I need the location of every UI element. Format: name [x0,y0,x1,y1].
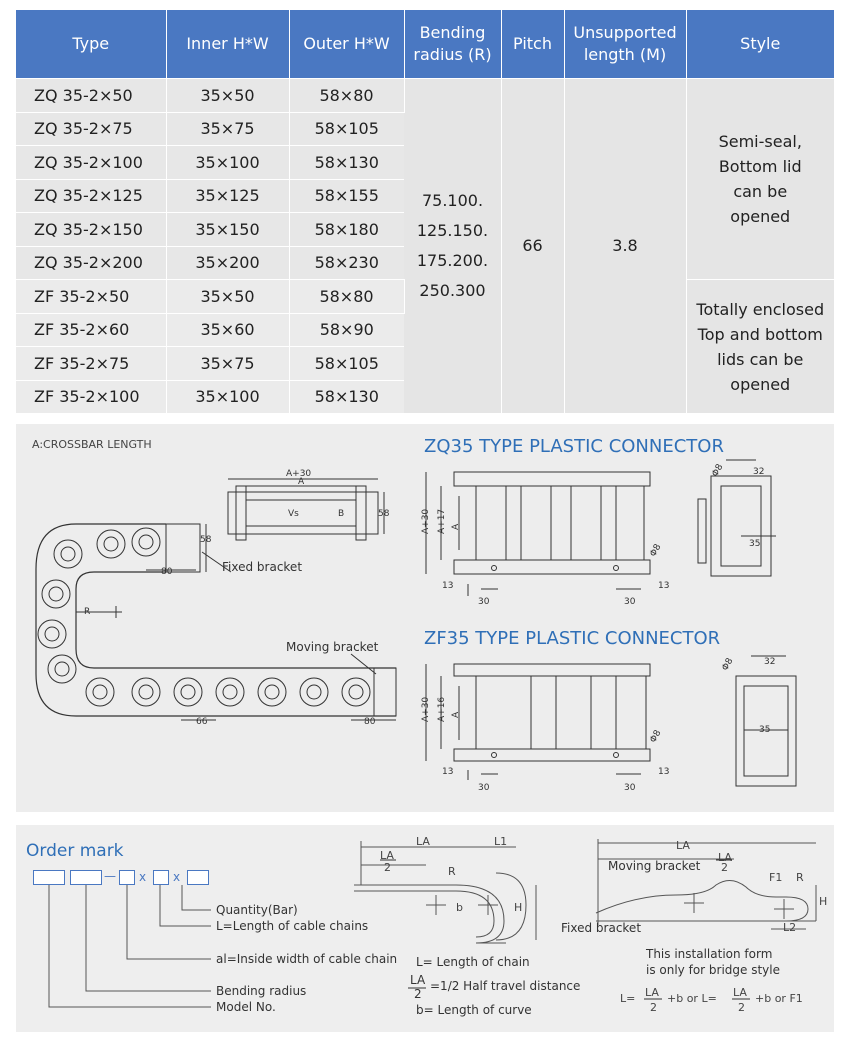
zq-dim-a17: A+17 [437,508,447,534]
d2-note-line2: is only for bridge style [646,963,781,977]
dim-vs: Vs [288,509,299,519]
zq-dim-phi8: Φ8 [648,542,664,559]
zf-connector-drawing [426,656,796,786]
header-unsupported-length: Unsupported length (M) [564,10,686,79]
d1-legend-la-den: 2 [414,987,422,1001]
legend-length: L=Length of cable chains [216,919,369,933]
zf-dim-a: A [451,711,461,718]
order-dash: — [104,869,116,883]
order-box-bending [70,870,102,885]
cell-outer: 58×230 [289,246,404,280]
cell-inner: 35×75 [166,112,289,146]
d2-formula-end: +b or F1 [755,992,803,1005]
cell-outer: 58×80 [289,79,404,113]
order-box-inside-width [119,870,135,885]
legend-quantity: Quantity(Bar) [216,903,298,917]
bending-radius-line: 175.200. [416,251,489,270]
cell-outer: 58×90 [289,313,404,347]
cell-inner: 35×150 [166,213,289,247]
order-box-length [153,870,169,885]
cell-type: ZQ 35-2×125 [16,179,166,213]
zf-dim-30a: 30 [478,783,490,793]
d2-la-half-den: 2 [721,861,728,874]
cable-chain-drawing [36,524,396,720]
dim-r: R [84,607,91,617]
d2-l2: L2 [783,921,797,934]
order-box-model [33,870,65,885]
d1-r: R [448,865,456,878]
d1-la: LA [416,835,430,848]
zf-dim-30b: 30 [624,783,636,793]
order-mark-panel [16,825,834,1032]
d1-legend-b: b= Length of curve [416,1003,532,1017]
header-pitch: Pitch [501,10,564,79]
zq-side-35: 35 [749,539,761,549]
dim-58-side: 58 [200,535,212,545]
zq-dim-13b: 13 [658,581,670,591]
dim-a: A [298,477,305,487]
cell-type: ZF 35-2×100 [16,380,166,413]
d1-legend-la-text: =1/2 Half travel distance [430,979,581,993]
zf-dim-phi8: Φ8 [648,728,664,745]
zq-dim-a30: A+30 [421,508,431,534]
bending-radius-line: 125.150. [416,221,489,240]
d1-h: H [514,901,523,914]
cell-inner: 35×50 [166,79,289,113]
cell-inner: 35×75 [166,347,289,381]
cell-bending-radius [404,79,501,414]
cell-type: ZQ 35-2×100 [16,146,166,180]
cell-outer: 58×80 [289,280,404,314]
zf-dim-13a: 13 [442,767,454,777]
d2-formula-mid: +b or L= [667,992,717,1005]
cell-outer: 58×105 [289,112,404,146]
d2-formula-l1: L= [620,992,636,1005]
d2-formula-num2: LA [733,986,747,999]
bending-radius-line: 75.100. [421,191,484,210]
zq-side-32: 32 [753,467,765,477]
cell-outer: 58×130 [289,146,404,180]
d2-formula-den2: 2 [738,1001,745,1014]
cell-outer: 58×130 [289,380,404,413]
dim-b: B [338,509,345,519]
d1-legend-l: L= Length of chain [416,955,530,969]
d2-f1: F1 [769,871,783,884]
d2-la: LA [676,839,690,852]
d2-formula-den1: 2 [650,1001,657,1014]
order-mark-title: Order mark [26,841,124,861]
dim-58: 58 [378,509,390,519]
spec-table [16,10,834,413]
d1-b: b [456,901,463,914]
dim-66: 66 [196,717,208,727]
zq-connector-drawing [426,460,776,596]
zf-dim-a30: A+30 [421,696,431,722]
cell-inner: 35×125 [166,179,289,213]
dim-80-bottom: 80 [364,717,376,727]
d1-la-half-num: LA [380,849,394,862]
style-zf-line: Totally enclosed [696,299,825,319]
cell-type: ZQ 35-2×75 [16,112,166,146]
cell-type: ZQ 35-2×50 [16,79,166,113]
d1-la-half-den: 2 [384,861,391,874]
drawings-panel [16,424,834,812]
fixed-bracket-label: Fixed bracket [222,560,303,574]
cell-type: ZF 35-2×75 [16,347,166,381]
zf-dim-13b: 13 [658,767,670,777]
header-inner: Inner H*W [166,10,289,79]
zq-dim-a: A [451,523,461,530]
order-x-2: x [173,870,181,884]
cell-type: ZF 35-2×50 [16,280,166,314]
drawings-svg [16,424,834,812]
zq-dim-30a: 30 [478,597,490,607]
cell-unsupported-length: 3.8 [564,79,686,414]
style-zq-line: opened [730,207,791,226]
zf-dim-a16: A+16 [437,696,447,722]
legend-model-no: Model No. [216,1000,276,1014]
cell-inner: 35×50 [166,280,289,314]
d2-fixed-bracket: Fixed bracket [561,921,642,935]
cell-pitch: 66 [501,79,564,414]
d2-la-half-num: LA [718,851,732,864]
style-zq-line: Semi-seal, [718,132,802,151]
d2-moving-bracket: Moving bracket [608,859,701,873]
order-x-1: x [139,870,147,884]
style-zf-line: Top and bottom [697,324,823,344]
zf-side-35: 35 [759,725,771,735]
cell-style-zf [686,280,834,414]
cell-outer: 58×155 [289,179,404,213]
zf-side-32: 32 [764,657,776,667]
d1-l1: L1 [494,835,508,848]
cell-outer: 58×180 [289,213,404,247]
header-bending-radius: Bending radius (R) [404,10,501,79]
dim-a30: A+30 [286,469,312,479]
legend-bending-radius: Bending radius [216,984,307,998]
cell-type: ZQ 35-2×150 [16,213,166,247]
zq-dim-13a: 13 [442,581,454,591]
d2-formula-num1: LA [645,986,659,999]
style-zq-line: Bottom lid [718,157,802,176]
legend-inside-width: al=Inside width of cable chain [216,952,398,966]
header-type: Type [16,10,166,79]
zq-title: ZQ35 TYPE PLASTIC CONNECTOR [424,436,724,457]
zq-side-phi8: Φ8 [710,462,726,479]
header-style: Style [686,10,834,79]
bending-radius-line: 250.300 [419,281,486,300]
d2-h: H [819,895,828,908]
d2-r: R [796,871,804,884]
cell-type: ZQ 35-2×200 [16,246,166,280]
d2-note-line1: This installation form [646,947,773,961]
style-zq-line: can be [733,182,788,201]
cell-inner: 35×100 [166,146,289,180]
header-outer: Outer H*W [289,10,404,79]
moving-bracket-label: Moving bracket [286,640,379,654]
table-header-row [16,10,834,79]
cell-inner: 35×100 [166,380,289,413]
cell-inner: 35×60 [166,313,289,347]
crossbar-length-label: A:CROSSBAR LENGTH [32,438,152,451]
dim-80: 80 [161,567,173,577]
order-box-quantity [187,870,209,885]
cell-style-zq [686,79,834,280]
table-row [16,79,834,113]
d1-legend-la-num: LA [410,973,426,987]
cell-inner: 35×200 [166,246,289,280]
zq-dim-30b: 30 [624,597,636,607]
zf-side-phi8: Φ8 [720,656,736,673]
cell-type: ZF 35-2×60 [16,313,166,347]
crossbar-top-view [228,479,384,540]
cell-outer: 58×105 [289,347,404,381]
style-zf-line: lids can be opened [717,349,804,394]
zf-title: ZF35 TYPE PLASTIC CONNECTOR [424,628,721,649]
chain-bridge-diagram-2 [596,839,816,929]
